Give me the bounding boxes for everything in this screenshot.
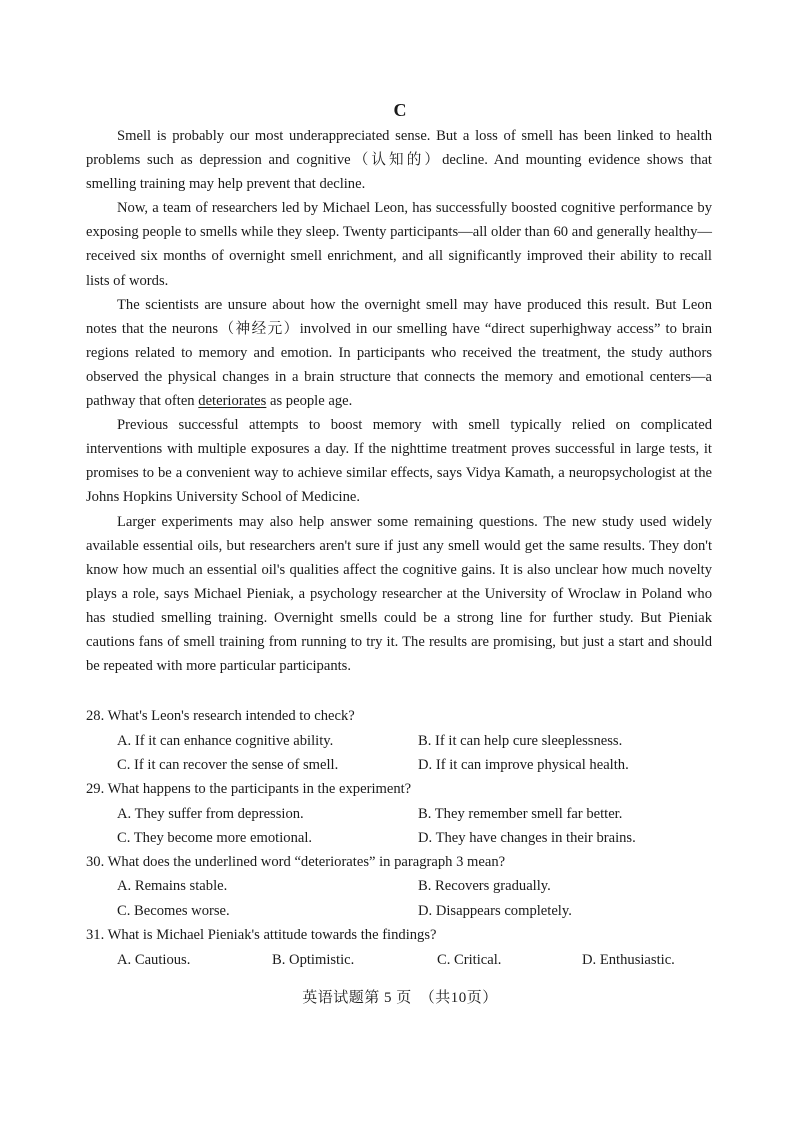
section-heading: C — [393, 100, 407, 120]
question-31-stem: 31. What is Michael Pieniak's attitude towards the findings? — [86, 927, 437, 943]
page-footer: 英语试题第 5 页 （共10页） — [302, 990, 498, 1006]
question-30-stem: 30. What does the underlined word “deteriorates” in paragraph 3 mean? — [86, 854, 506, 870]
question-30-option-a: A. Remains stable. — [117, 878, 228, 894]
question-29-option-a: A. They suffer from depression. — [117, 806, 304, 822]
question-28-option-b: B. If it can help cure sleeplessness. — [418, 733, 623, 749]
paragraph-1: Smell is probably our most underappreciated sense. But a loss of smell has been linked to health problems such as depression and cognitive（认知的）decline. And mounting evidence shows that smelling training may help prevent that decline. — [86, 128, 712, 193]
paragraph-3-text-b: as people age. — [266, 393, 353, 410]
question-31-option-c: C. Critical. — [437, 952, 502, 968]
paragraph-4: Previous successful attempts to boost memory with smell typically relied on complicated interventions with multiple exposures a day. If the nighttime treatment proves successful in large tests, it promises to be a convenient way to achieve similar effects, says Vidya Kamath, a neuropsychologist at the Johns Hopkins University School of Medicine. — [86, 417, 712, 506]
question-28-option-a: A. If it can enhance cognitive ability. — [117, 733, 334, 749]
question-29-option-d: D. They have changes in their brains. — [418, 830, 636, 846]
question-29-option-c: C. They become more emotional. — [117, 830, 313, 846]
paragraph-3 — [86, 293, 712, 413]
question-31-option-a: A. Cautious. — [117, 952, 191, 968]
paragraph-5: Larger experiments may also help answer some remaining questions. The new study used widely available essential oils, but researchers aren't sure if just any smell would get the same results. They don't know how much an essential oil's qualities affect the cognitive gains. It is also unclear how much novelty plays a role, says Michael Pieniak, a psychology researcher at the University of Wroclaw in Poland who has studied smelling training. Overnight smells could be a strong line for further study. But Pieniak cautions fans of smell training from running to try it. The results are promising, but just a start and should be repeated with more particular participants. — [86, 513, 712, 675]
question-28-option-c: C. If it can recover the sense of smell. — [117, 757, 339, 773]
question-31-option-b: B. Optimistic. — [272, 952, 355, 968]
paragraph-3-text-a: The scientists are unsure about how the overnight smell may have produced this result. But Leon notes that the neurons（神经元）involved in our smelling have “direct superhighway access” to brain regions related to memory and emotion. In participants who received the treatment, the study authors observed the physical changes in a brain structure that connects the memory and emotional centers—a pathway that often — [86, 296, 712, 410]
question-30-option-c: C. Becomes worse. — [117, 903, 230, 919]
question-31-option-d: D. Enthusiastic. — [582, 952, 675, 968]
paragraph-2: Now, a team of researchers led by Michael Leon, has successfully boosted cognitive performance by exposing people to smells while they sleep. Twenty participants—all older than 60 and generally healthy—received six months of overnight smell enrichment, and all significantly improved their ability to recall lists of words. — [86, 200, 712, 289]
question-28-stem: 28. What's Leon's research intended to check? — [86, 708, 355, 724]
question-29-stem: 29. What happens to the participants in the experiment? — [86, 781, 412, 797]
question-29-option-b: B. They remember smell far better. — [418, 806, 623, 822]
question-30-option-d: D. Disappears completely. — [418, 903, 572, 919]
question-28-option-d: D. If it can improve physical health. — [418, 757, 629, 773]
underlined-word: deteriorates — [198, 393, 267, 410]
question-30-option-b: B. Recovers gradually. — [418, 878, 551, 894]
reading-passage — [86, 124, 712, 678]
